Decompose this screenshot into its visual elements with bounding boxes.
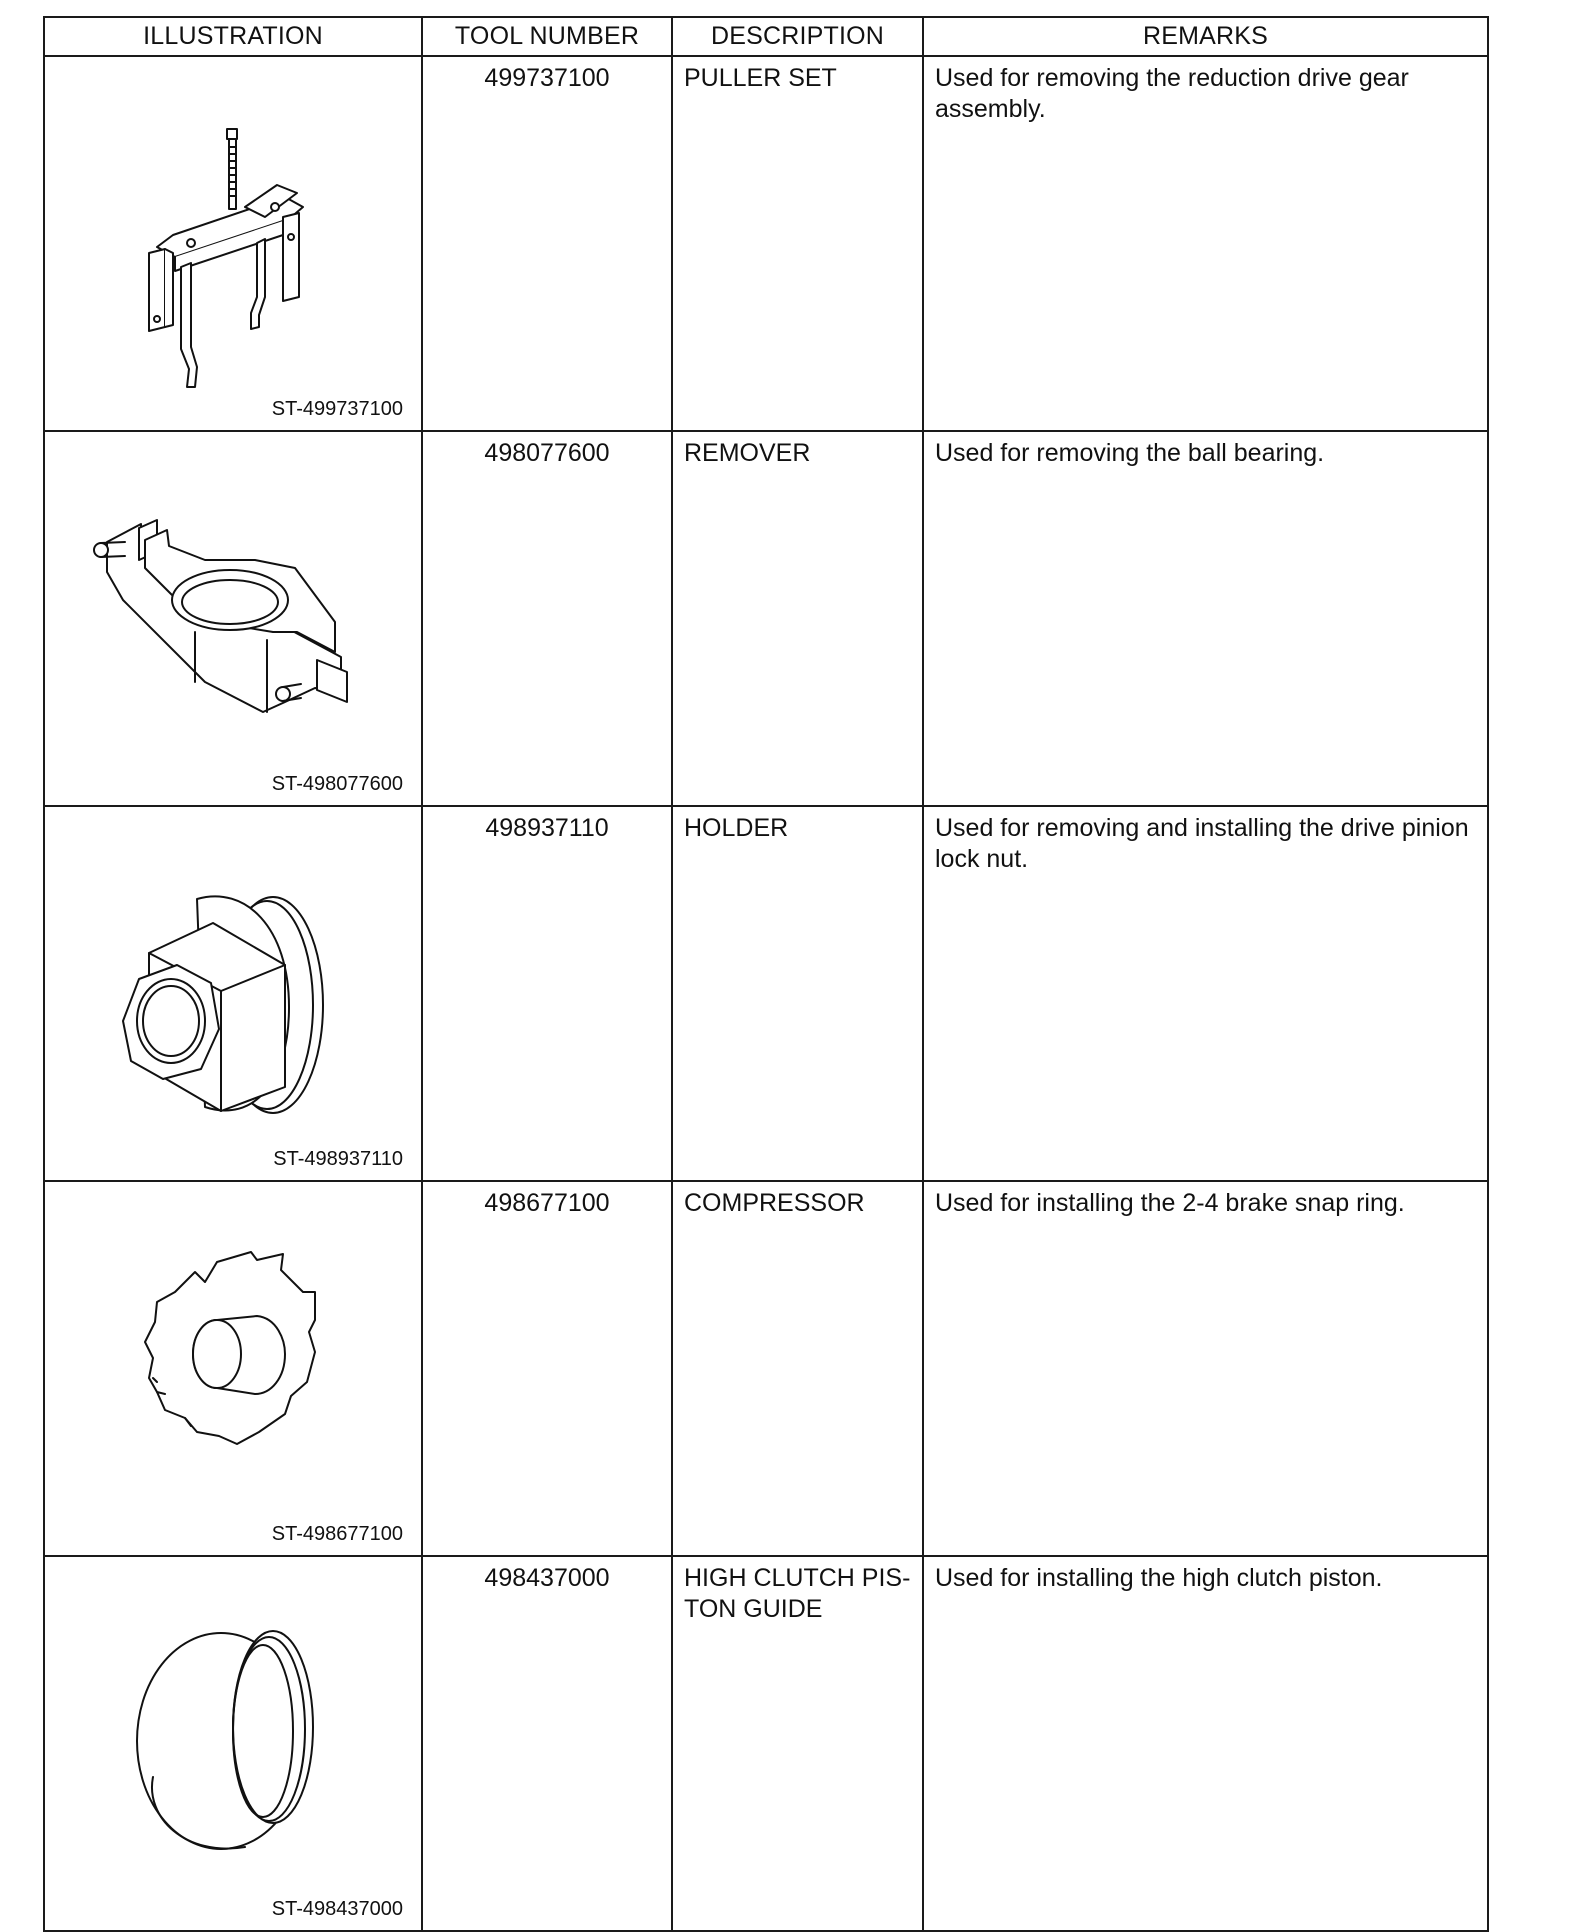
- tool-description: COMPRESSOR: [672, 1181, 923, 1556]
- tool-remarks: Used for removing and installing the drive pinion lock nut.: [923, 806, 1488, 1181]
- tool-remarks: Used for removing the ball bearing.: [923, 431, 1488, 806]
- tool-description: HIGH CLUTCH PIS-TON GUIDE: [672, 1556, 923, 1931]
- tool-number: 498677100: [422, 1181, 672, 1556]
- holder-icon: [45, 807, 423, 1174]
- tool-description: PULLER SET: [672, 56, 923, 431]
- table-row: [44, 806, 1488, 1181]
- illustration-code: ST-498077600: [271, 773, 403, 795]
- illustration-code: ST-498677100: [271, 1523, 403, 1545]
- tool-description: REMOVER: [672, 431, 923, 806]
- header-description: DESCRIPTION: [672, 17, 923, 56]
- tool-number: 498437000: [422, 1556, 672, 1931]
- illustration-cell: [44, 431, 422, 806]
- tool-number: 499737100: [422, 56, 672, 431]
- illustration-code: ST-498937110: [273, 1148, 403, 1170]
- special-tools-table: [43, 16, 1489, 1932]
- tool-remarks: Used for installing the 2-4 brake snap ring.: [923, 1181, 1488, 1556]
- tool-remarks: Used for installing the high clutch piston.: [923, 1556, 1488, 1931]
- illustration-code: ST-498437000: [271, 1898, 403, 1920]
- illustration-cell: [44, 806, 422, 1181]
- header-illustration: ILLUSTRATION: [44, 17, 422, 56]
- header-remarks: REMARKS: [923, 17, 1488, 56]
- illustration-code: ST-499737100: [271, 398, 403, 420]
- table-header-row: [44, 17, 1488, 56]
- table-row: [44, 431, 1488, 806]
- table-row: [44, 1181, 1488, 1556]
- compressor-icon: [45, 1182, 423, 1549]
- table-row: [44, 1556, 1488, 1931]
- tool-remarks: Used for removing the reduction drive gear assembly.: [923, 56, 1488, 431]
- header-tool-number: TOOL NUMBER: [422, 17, 672, 56]
- tool-description: HOLDER: [672, 806, 923, 1181]
- illustration-cell: [44, 1556, 422, 1931]
- illustration-cell: [44, 1181, 422, 1556]
- illustration-cell: [44, 56, 422, 431]
- table-row: [44, 56, 1488, 431]
- remover-icon: [45, 432, 423, 799]
- tool-number: 498077600: [422, 431, 672, 806]
- piston-guide-icon: [45, 1557, 423, 1924]
- puller-set-icon: [45, 57, 423, 424]
- tool-number: 498937110: [422, 806, 672, 1181]
